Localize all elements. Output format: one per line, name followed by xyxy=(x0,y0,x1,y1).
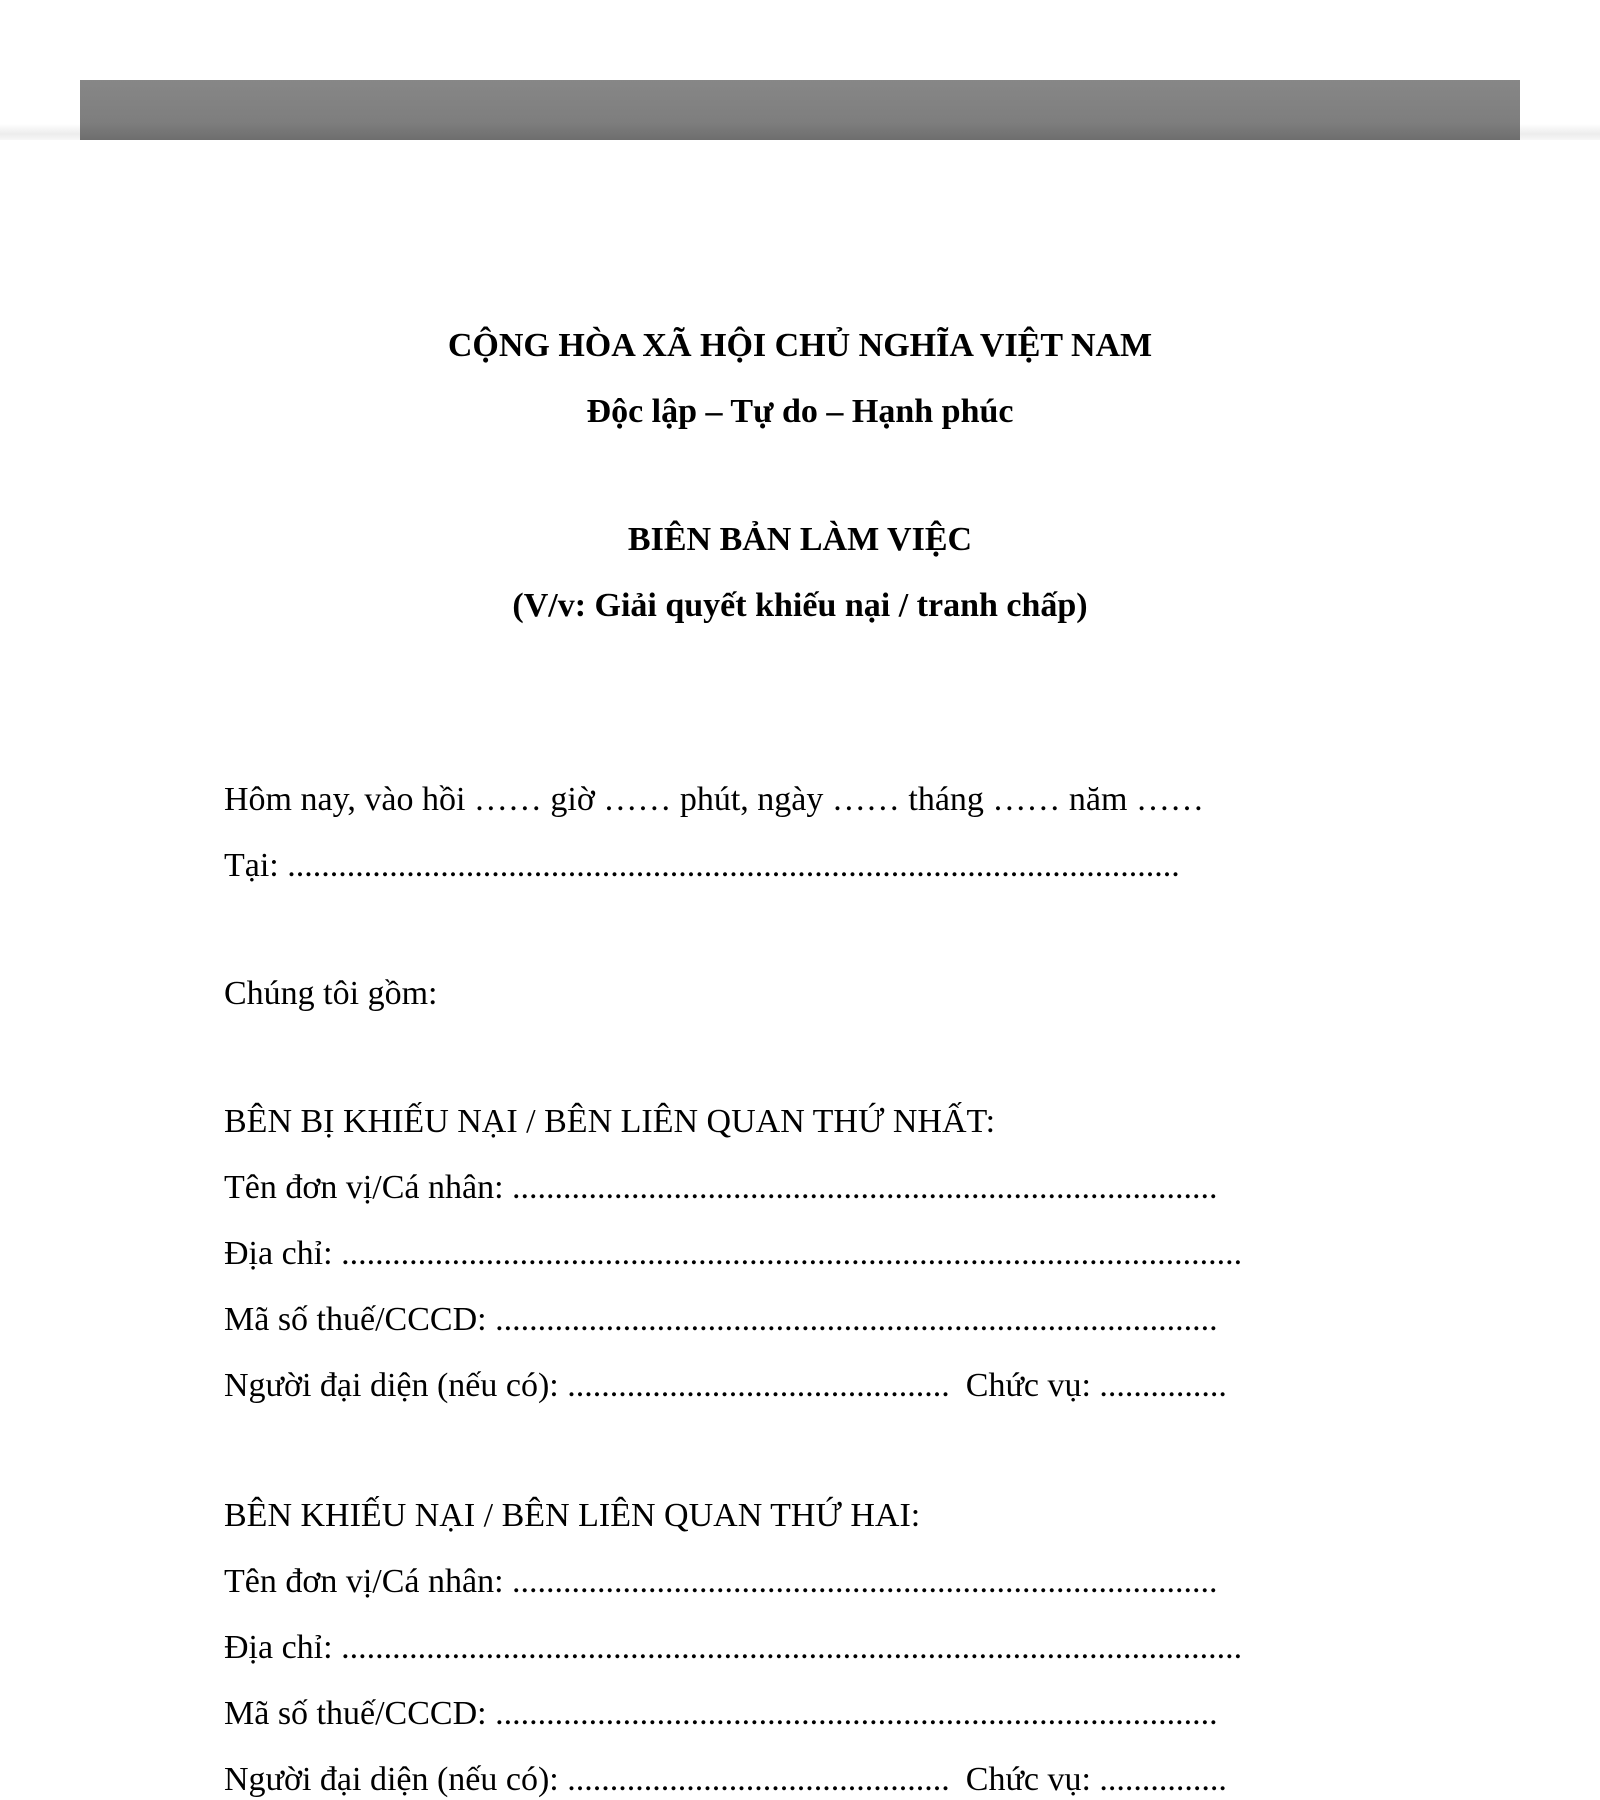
document-page xyxy=(0,140,1600,1800)
party-one-address-field: Địa chỉ: .......................................................................................................... xyxy=(224,1235,1243,1272)
motto-heading: Độc lập – Tự do – Hạnh phúc xyxy=(586,393,1014,430)
party-two-name-field: Tên đơn vị/Cá nhân: ................................................................................... xyxy=(224,1563,1218,1600)
party-two-position-field: Chức vụ: ............... xyxy=(965,1761,1227,1798)
place-line: Tại: ......................................................................................................... xyxy=(224,847,1180,884)
party-one-heading: BÊN BỊ KHIẾU NẠI / BÊN LIÊN QUAN THỨ NHẤT: xyxy=(224,1103,996,1140)
time-line: Hôm nay, vào hồi …… giờ …… phút, ngày …… tháng …… năm …… xyxy=(224,781,1204,818)
nation-heading: CỘNG HÒA XÃ HỘI CHỦ NGHĨA VIỆT NAM xyxy=(447,327,1153,364)
document-title: BIÊN BẢN LÀM VIỆC xyxy=(627,521,973,558)
party-two-representative-field: Người đại diện (nếu có): ............................................. xyxy=(224,1761,950,1798)
party-one-tax-field: Mã số thuế/CCCD: ..................................................................................... xyxy=(224,1301,1218,1338)
members-label: Chúng tôi gồm: xyxy=(224,975,438,1012)
party-two-heading: BÊN KHIẾU NẠI / BÊN LIÊN QUAN THỨ HAI: xyxy=(224,1497,921,1534)
party-two-representative-row xyxy=(224,1760,1227,1800)
document-subject: (V/v: Giải quyết khiếu nại / tranh chấp) xyxy=(512,587,1088,624)
party-one-position-field: Chức vụ: ............... xyxy=(965,1367,1227,1404)
party-one-representative-field: Người đại diện (nếu có): ............................................. xyxy=(224,1367,950,1404)
party-two-tax-field: Mã số thuế/CCCD: ..................................................................................... xyxy=(224,1695,1218,1732)
page-top-bar xyxy=(80,80,1520,140)
party-one-name-field: Tên đơn vị/Cá nhân: ................................................................................... xyxy=(224,1169,1218,1206)
party-two-address-field: Địa chỉ: .......................................................................................................... xyxy=(224,1629,1243,1666)
party-one-representative-row xyxy=(224,1366,1227,1406)
